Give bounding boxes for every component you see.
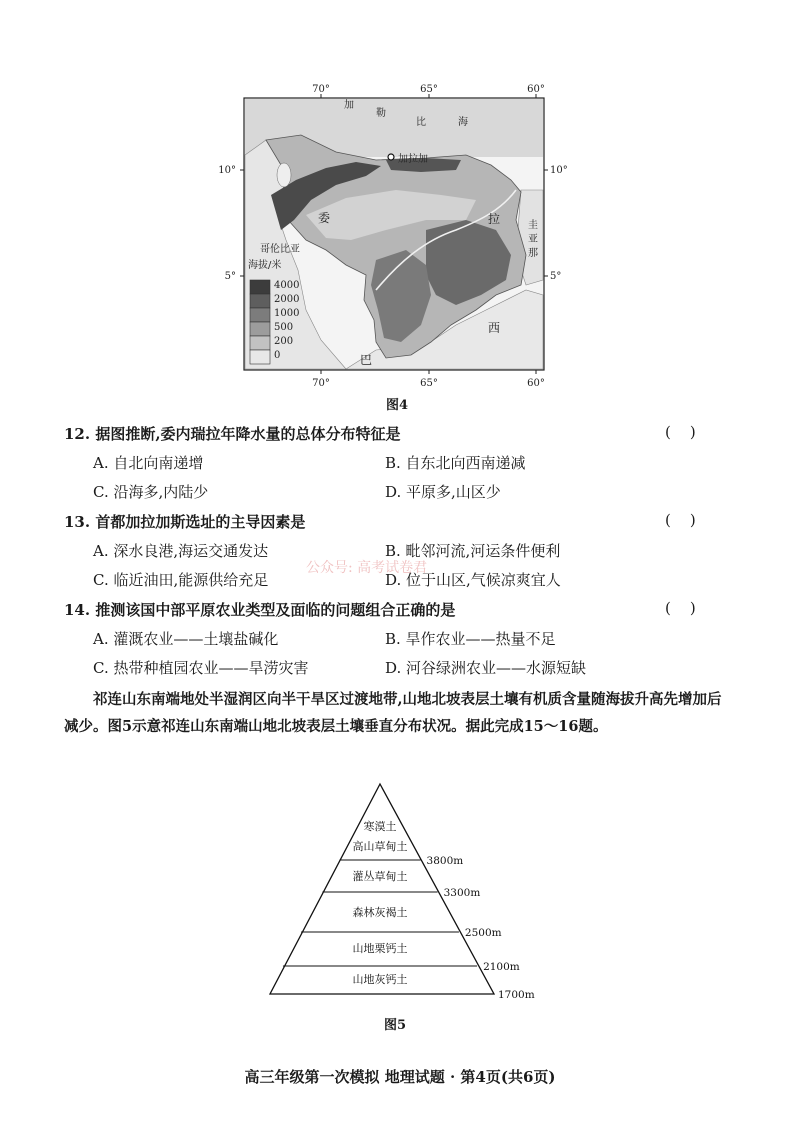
- lat-label-right-10: 10°: [550, 165, 568, 176]
- guyana-label-1: 圭: [528, 220, 538, 231]
- guyana-label-3: 那: [528, 248, 538, 259]
- question-13-answer-paren: ( ): [665, 511, 696, 529]
- soil-layer-label: 山地灰钙土: [352, 973, 408, 986]
- question-13-option-b: B. 毗邻河流,河运条件便利: [385, 542, 561, 560]
- question-14-answer-paren: ( ): [665, 599, 696, 617]
- figure5-caption: 图5: [384, 1018, 407, 1033]
- legend-swatch-500: [250, 322, 270, 336]
- soil-vertical-zonation-diagram: [270, 780, 550, 1002]
- soil-layer-label: 寒漠土: [363, 820, 397, 833]
- lon-label-top-60: 60°: [527, 84, 545, 95]
- soil-layer-label: 灌丛草甸土: [352, 870, 408, 883]
- question-14-option-b: B. 旱作农业——热量不足: [385, 630, 556, 648]
- question-14-option-d: D. 河谷绿洲农业——水源短缺: [385, 659, 587, 677]
- lake-maracaibo: [277, 163, 291, 187]
- soil-layer-label: 高山草甸土: [352, 840, 408, 853]
- sea-label-2: 勒: [376, 108, 386, 119]
- question-12-option-c: C. 沿海多,内陆少: [93, 483, 209, 501]
- legend-value-0: 0: [274, 350, 281, 361]
- legend-swatch-200: [250, 336, 270, 350]
- question-14-option-c: C. 热带种植园农业——旱涝灾害: [93, 659, 309, 677]
- watermark: 公众号: 高考试卷君: [306, 560, 428, 576]
- lon-label-bottom-60: 60°: [527, 378, 545, 389]
- lon-label-bottom-70: 70°: [312, 378, 330, 389]
- brazil-label-1: 巴: [360, 353, 373, 367]
- question-12-answer-paren: ( ): [665, 423, 696, 441]
- page-footer: 高三年级第一次模拟 地理试题 · 第4页(共6页): [244, 1068, 556, 1086]
- lat-label-left-5: 5°: [224, 271, 236, 282]
- legend-value-500: 500: [274, 322, 294, 333]
- altitude-label: 3800m: [426, 855, 464, 867]
- question-13-option-a: A. 深水良港,海运交通发达: [93, 542, 269, 560]
- legend-swatch-2000: [250, 294, 270, 308]
- legend-swatch-1000: [250, 308, 270, 322]
- altitude-label: 3300m: [443, 887, 481, 899]
- sea-label-4: 海: [458, 117, 468, 128]
- legend-value-2000: 2000: [274, 294, 300, 305]
- question-13-stem: 13. 首都加拉加斯选址的主导因素是: [64, 513, 306, 531]
- legend-value-200: 200: [274, 336, 294, 347]
- brazil-label-2: 西: [488, 321, 501, 335]
- legend-swatch-4000: [250, 280, 270, 294]
- material-paragraph: 祁连山东南端地处半湿润区向半干旱区过渡地带,山地北坡表层土壤有机质含量随海拔升高先增加后减少。图5示意祁连山东南端山地北坡表层土壤垂直分布状况。据此完成15～16题。: [64, 691, 722, 735]
- legend-value-1000: 1000: [274, 308, 300, 319]
- lat-label-left-10: 10°: [218, 165, 236, 176]
- figure4-caption: 图4: [386, 398, 409, 413]
- legend-swatch-0: [250, 350, 270, 364]
- legend-value-4000: 4000: [274, 280, 300, 291]
- lat-label-right-5: 5°: [550, 271, 562, 282]
- altitude-label: 1700m: [498, 989, 535, 1001]
- question-13-option-d: D. 位于山区,气候凉爽宜人: [385, 571, 561, 589]
- soil-layer-label: 山地栗钙土: [352, 942, 408, 955]
- venezuela-elevation-map: [218, 80, 576, 392]
- question-12-option-d: D. 平原多,山区少: [385, 483, 501, 501]
- guyana-label-2: 亚: [528, 234, 538, 245]
- colombia-label: 哥伦比亚: [260, 244, 300, 255]
- country-label-1: 委: [318, 211, 331, 225]
- lon-label-top-70: 70°: [312, 84, 330, 95]
- question-12-stem: 12. 据图推断,委内瑞拉年降水量的总体分布特征是: [64, 425, 401, 443]
- question-14-stem: 14. 推测该国中部平原农业类型及面临的问题组合正确的是: [64, 601, 456, 619]
- country-label-2: 拉: [488, 212, 501, 226]
- sea-label-1: 加: [344, 100, 354, 111]
- question-12-option-b: B. 自东北向西南递减: [385, 454, 526, 472]
- altitude-label: 2100m: [483, 961, 520, 973]
- sea-label-3: 比: [416, 117, 426, 128]
- lon-label-bottom-65: 65°: [420, 378, 438, 389]
- soil-layer-label: 森林灰褐土: [352, 906, 408, 919]
- question-13-option-c: C. 临近油田,能源供给充足: [93, 571, 269, 589]
- legend-title: 海拔/米: [248, 260, 282, 271]
- lon-label-top-65: 65°: [420, 84, 438, 95]
- capital-marker: [388, 154, 394, 160]
- question-12-option-a: A. 自北向南递增: [93, 454, 204, 472]
- capital-label: 加拉加: [398, 154, 428, 165]
- question-14-option-a: A. 灌溉农业——土壤盐碱化: [93, 630, 279, 648]
- altitude-label: 2500m: [464, 927, 502, 939]
